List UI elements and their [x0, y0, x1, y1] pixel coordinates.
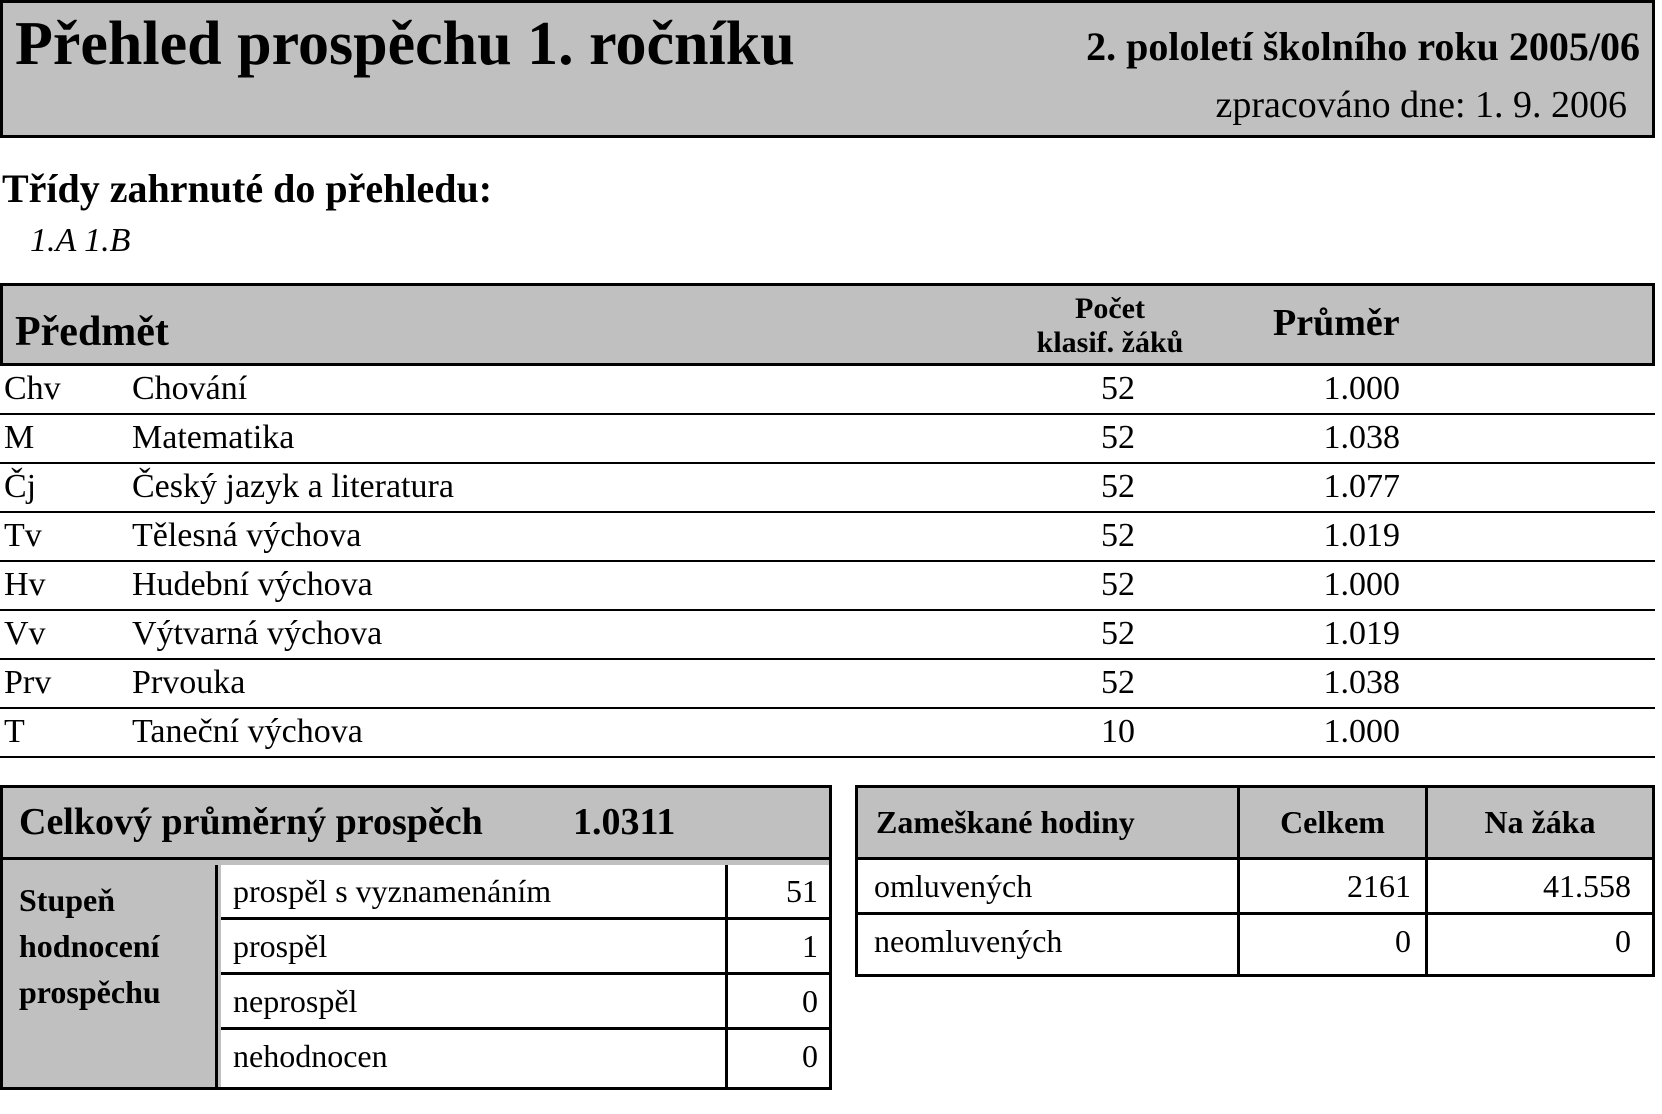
absences-row-per-student: 41.558	[1543, 868, 1631, 904]
table-row	[0, 415, 1655, 464]
absences-header-total: Celkem	[1280, 804, 1385, 840]
subject-name: Výtvarná výchova	[132, 615, 383, 652]
subject-code: T	[4, 713, 25, 750]
grade-row-label: prospěl s vyznamenáním	[233, 873, 552, 909]
classes-list: 1.A 1.B	[30, 222, 131, 259]
subject-average: 1.000	[1323, 713, 1400, 750]
subject-code: Čj	[4, 468, 37, 505]
subject-code: Hv	[4, 566, 46, 603]
subject-average: 1.038	[1323, 419, 1400, 456]
subject-average: 1.038	[1323, 664, 1400, 701]
classes-heading: Třídy zahrnuté do přehledu:	[2, 166, 493, 211]
report-header	[0, 0, 1655, 138]
absences-row	[858, 915, 1652, 970]
subject-code: M	[4, 419, 35, 456]
absences-table	[855, 785, 1655, 977]
absences-header	[858, 788, 1652, 860]
grade-row-value: 0	[802, 1038, 818, 1074]
absences-header-per-student: Na žáka	[1484, 804, 1596, 840]
subject-name: Taneční výchova	[132, 713, 363, 750]
grade-category-label	[19, 877, 209, 1015]
subject-average: 1.077	[1323, 468, 1400, 505]
subject-average: 1.000	[1323, 370, 1400, 407]
grade-row-value: 0	[802, 983, 818, 1019]
subject-name: Český jazyk a literatura	[132, 468, 454, 505]
absences-row-total: 0	[1395, 923, 1411, 959]
subject-count: 52	[1101, 566, 1135, 603]
table-row	[0, 709, 1655, 758]
table-row	[0, 562, 1655, 611]
absences-row-total: 2161	[1347, 868, 1411, 904]
grade-row-value-cell	[725, 975, 826, 1027]
absences-row-label: omluvených	[874, 868, 1033, 904]
subject-name: Prvouka	[132, 664, 246, 701]
subject-code: Tv	[4, 517, 42, 554]
semester-label: 2. pololetí školního roku 2005/06	[1086, 24, 1640, 69]
subject-code: Chv	[4, 370, 61, 407]
grade-row-value: 1	[802, 928, 818, 964]
grade-row	[221, 972, 829, 1027]
subject-count: 52	[1101, 517, 1135, 554]
column-header-count-line1: Počet	[1075, 292, 1145, 325]
column-header-count	[1025, 292, 1195, 360]
grade-row-value-cell	[725, 1030, 826, 1087]
overall-average-value: 1.0311	[573, 801, 676, 843]
subject-count: 52	[1101, 615, 1135, 652]
subject-average: 1.000	[1323, 566, 1400, 603]
subject-name: Chování	[132, 370, 248, 407]
page-title: Přehled prospěchu 1. ročníku	[15, 10, 795, 78]
column-header-count-line2: klasif. žáků	[1036, 326, 1184, 359]
column-header-subject: Předmět	[15, 309, 169, 355]
subject-name: Matematika	[132, 419, 295, 456]
subject-average: 1.019	[1323, 615, 1400, 652]
grade-category-label-line3: prospěchu	[19, 974, 161, 1010]
subject-name: Hudební výchova	[132, 566, 373, 603]
grade-row-label: neprospěl	[233, 983, 358, 1019]
subject-count: 52	[1101, 664, 1135, 701]
overall-average-row	[3, 788, 829, 860]
subject-average: 1.019	[1323, 517, 1400, 554]
table-row	[0, 660, 1655, 709]
grade-row-value-cell	[725, 920, 826, 972]
subject-count: 10	[1101, 713, 1135, 750]
grade-category-label-line1: Stupeň	[19, 882, 116, 918]
grade-category-label-line2: hodnocení	[19, 928, 160, 964]
grade-row	[221, 865, 829, 917]
subject-count: 52	[1101, 419, 1135, 456]
table-row	[0, 464, 1655, 513]
grade-summary	[0, 785, 832, 1090]
grade-category-cell	[3, 865, 218, 1087]
absences-header-label: Zameškané hodiny	[876, 804, 1135, 840]
subject-code: Vv	[4, 615, 46, 652]
column-header-average: Průměr	[1273, 302, 1400, 344]
grade-row-label: prospěl	[233, 928, 328, 964]
subject-code: Prv	[4, 664, 52, 701]
table-row	[0, 611, 1655, 660]
subject-count: 52	[1101, 370, 1135, 407]
subject-count: 52	[1101, 468, 1135, 505]
absences-row-label: neomluvených	[874, 923, 1063, 959]
grade-row	[221, 1027, 829, 1087]
absences-row	[858, 860, 1652, 915]
table-row	[0, 366, 1655, 415]
subject-name: Tělesná výchova	[132, 517, 362, 554]
grade-row	[221, 917, 829, 972]
processed-date: zpracováno dne: 1. 9. 2006	[1215, 84, 1627, 126]
overall-average-label: Celkový průměrný prospěch	[19, 801, 483, 843]
grade-row-label: nehodnocen	[233, 1038, 388, 1074]
absences-row-per-student: 0	[1615, 923, 1631, 959]
table-row	[0, 513, 1655, 562]
grade-row-value-cell	[725, 865, 826, 917]
subjects-table-header	[0, 283, 1655, 366]
grade-row-value: 51	[786, 873, 818, 909]
